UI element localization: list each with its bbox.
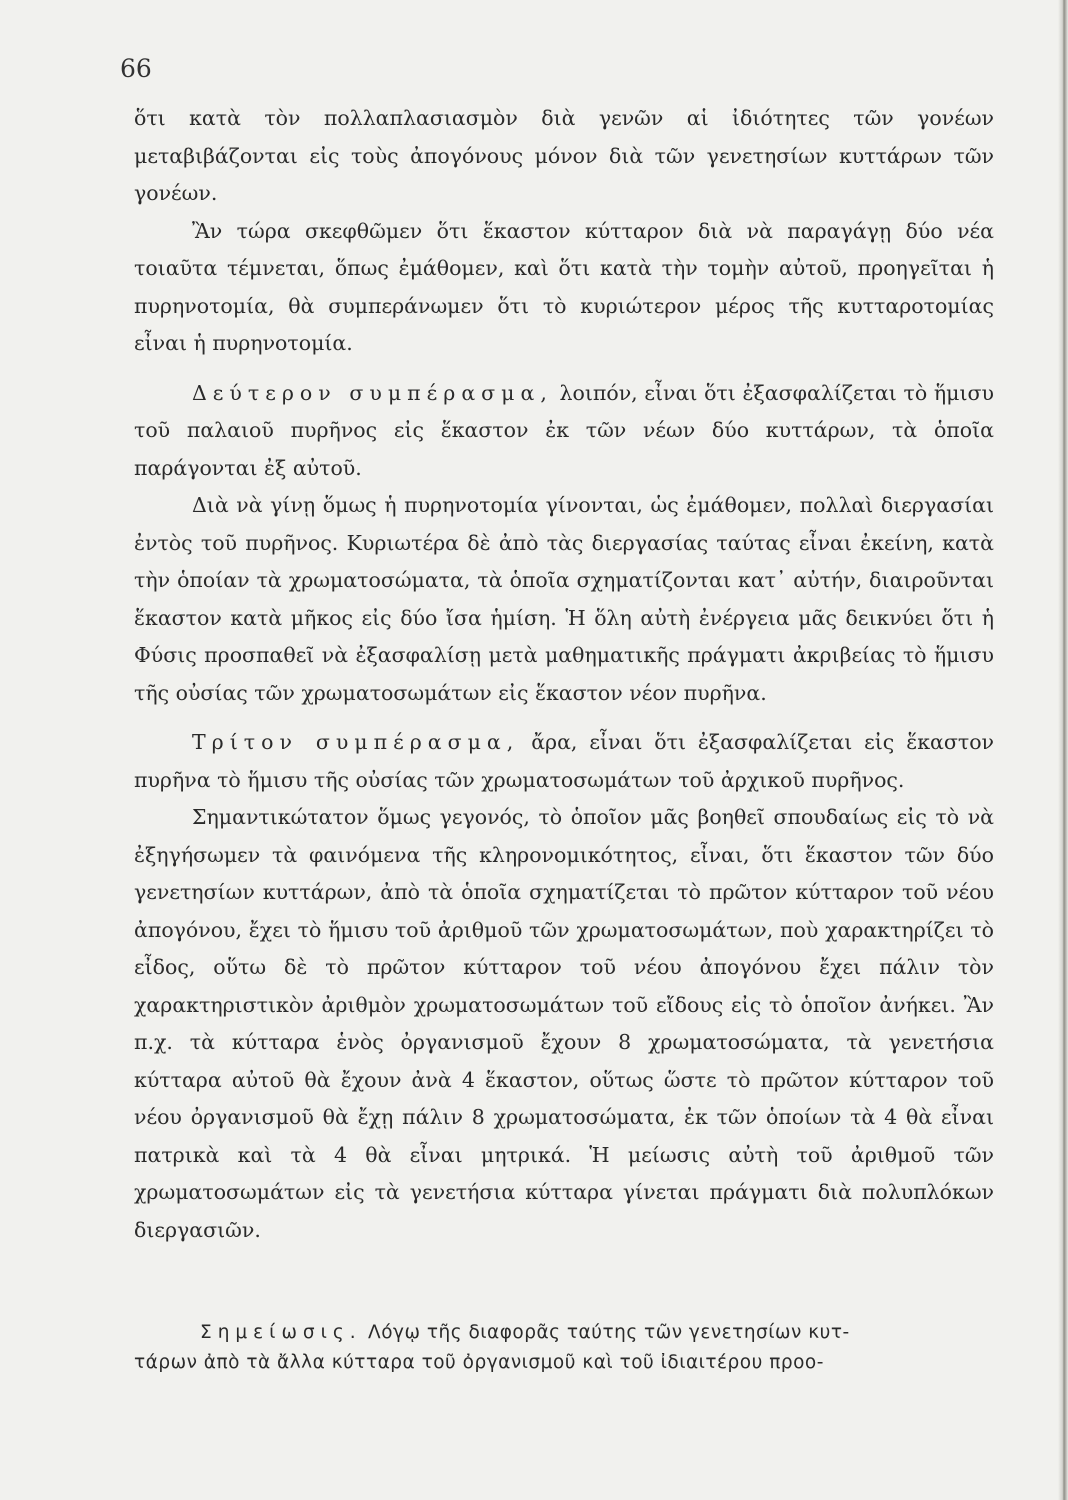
footnote-line-2: τάρων ἀπὸ τὰ ἄλλα κύτταρα τοῦ ὀργανισμοῦ καὶ τοῦ ἰδιαιτέρου προο- bbox=[134, 1352, 824, 1373]
page-number: 66 bbox=[120, 54, 152, 83]
paragraph-3 bbox=[134, 375, 994, 488]
paragraph-2: Ἂν τώρα σκεφθῶμεν ὅτι ἕκαστον κύτταρον διὰ νὰ παραγάγῃ δύο νέα τοιαῦτα τέμνεται, ὅπως ἐμάθομεν, καὶ ὅτι κατὰ τὴν τομὴν αὐτοῦ, προηγεῖται ἡ πυρηνοτομία, θὰ συμπεράνωμεν ὅτι τὸ κυριώτερον μέρος τῆς κυτταροτομίας εἶναι ἡ πυρηνοτομία. bbox=[134, 218, 994, 355]
paragraph-4: Διὰ νὰ γίνῃ ὅμως ἡ πυρηνοτομία γίνονται, ὡς ἐμάθομεν, πολλαὶ διεργασίαι ἐντὸς τοῦ πυρῆνος. Κυριωτέρα δὲ ἀπὸ τὰς διεργασίας ταύτας εἶναι ἐκείνη, κατὰ τὴν ὁποίαν τὰ χρωματοσώματα, τὰ ὁποῖα σχηματίζονται κατ᾽ αὐτήν, διαιροῦνται ἕκαστον κατὰ μῆκος εἰς δύο ἴσα ἡμίση. Ἡ ὅλη αὐτὴ ἐνέργεια μᾶς δεικνύει ὅτι ἡ Φύσις προσπαθεῖ νὰ ἐξασφαλίσῃ μετὰ μαθηματικῆς πράγματι ἀκριβείας τὸ ἥμισυ τῆς οὐσίας τῶν χρωματοσωμάτων εἰς ἕκαστον νέον πυρῆνα. bbox=[134, 493, 994, 705]
third-conclusion-heading: Τρίτον συμπέρασμα, bbox=[192, 730, 520, 754]
paragraph-3-body: λοιπόν, εἶναι ὅτι ἐξασφαλίζεται τὸ ἥμισυ τοῦ παλαιοῦ πυρῆνος εἰς ἕκαστον ἐκ τῶν νέων δύο κυττάρων, τὰ ὁποῖα παράγονται ἐξ αὐτοῦ. bbox=[134, 380, 994, 480]
paragraph-6: Σημαντικώτατον ὅμως γεγονός, τὸ ὁποῖον μᾶς βοηθεῖ σπουδαίως εἰς τὸ νὰ ἐξηγήσωμεν τὰ φαινόμενα τῆς κληρονομικότητος, εἶναι, ὅτι ἕκαστον τῶν δύο γενετησίων κυττάρων, ἀπὸ τὰ ὁποῖα σχηματίζεται τὸ πρῶτον κύτταρον τοῦ νέου ἀπογόνου, ἔχει τὸ ἥμισυ τοῦ ἀριθμοῦ τῶν χρωματοσωμάτων, ποὺ χαρακτηρίζει τὸ εἶδος, οὕτω δὲ τὸ πρῶτον κύτταρον τοῦ νέου ἀπογόνου ἔχει πάλιν τὸν χαρακτηριστικὸν ἀριθμὸν χρωματοσωμάτων τοῦ εἴδους εἰς τὸ ὁποῖον ἀνήκει. Ἂν π.χ. τὰ κύτταρα ἑνὸς ὀργανισμοῦ ἔχουν 8 χρωματοσώματα, τὰ γενετήσια κύτταρα αὐτοῦ θὰ ἔχουν ἀνὰ 4 ἕκαστον, οὕτως ὥστε τὸ πρῶτον κύτταρον τοῦ νέου ὀργανισμοῦ θὰ ἔχῃ πάλιν 8 χρωματοσώματα, ἐκ τῶν ὁποίων τὰ 4 θὰ εἶναι πατρικὰ καὶ τὰ 4 θὰ εἶναι μητρικά. Ἡ μείωσις αὐτὴ τοῦ ἀριθμοῦ τῶν χρωματοσωμάτων εἰς τὰ γενετήσια κύτταρα γίνεται πράγματι διὰ πολυπλόκων διεργασιῶν. bbox=[134, 805, 994, 1242]
page-edge-shadow bbox=[1058, 0, 1068, 1500]
paragraph-1: ὅτι κατὰ τὸν πολλαπλασιασμὸν διὰ γενῶν αἱ ἰδιότητες τῶν γονέων μεταβιβάζονται εἰς τοὺς ἀπογόνους μόνον διὰ τῶν γενετησίων κυττάρων τῶν γονέων. bbox=[134, 106, 994, 205]
footnote-heading: Σημείωσις. bbox=[200, 1322, 362, 1343]
footnote bbox=[200, 1318, 996, 1348]
second-conclusion-heading: Δεύτερον συμπέρασμα, bbox=[192, 380, 553, 405]
footnote-line-1: Λόγῳ τῆς διαφορᾶς ταύτης τῶν γενετησίων κυτ- bbox=[361, 1322, 850, 1343]
body-text bbox=[134, 100, 994, 1249]
paragraph-5-body: ἄρα, εἶναι ὅτι ἐξασφαλίζεται εἰς ἕκαστον πυρῆνα τὸ ἥμισυ τῆς οὐσίας τῶν χρωματοσωμάτων τοῦ ἀρχικοῦ πυρῆνος. bbox=[134, 730, 995, 792]
paragraph-5 bbox=[134, 724, 994, 799]
